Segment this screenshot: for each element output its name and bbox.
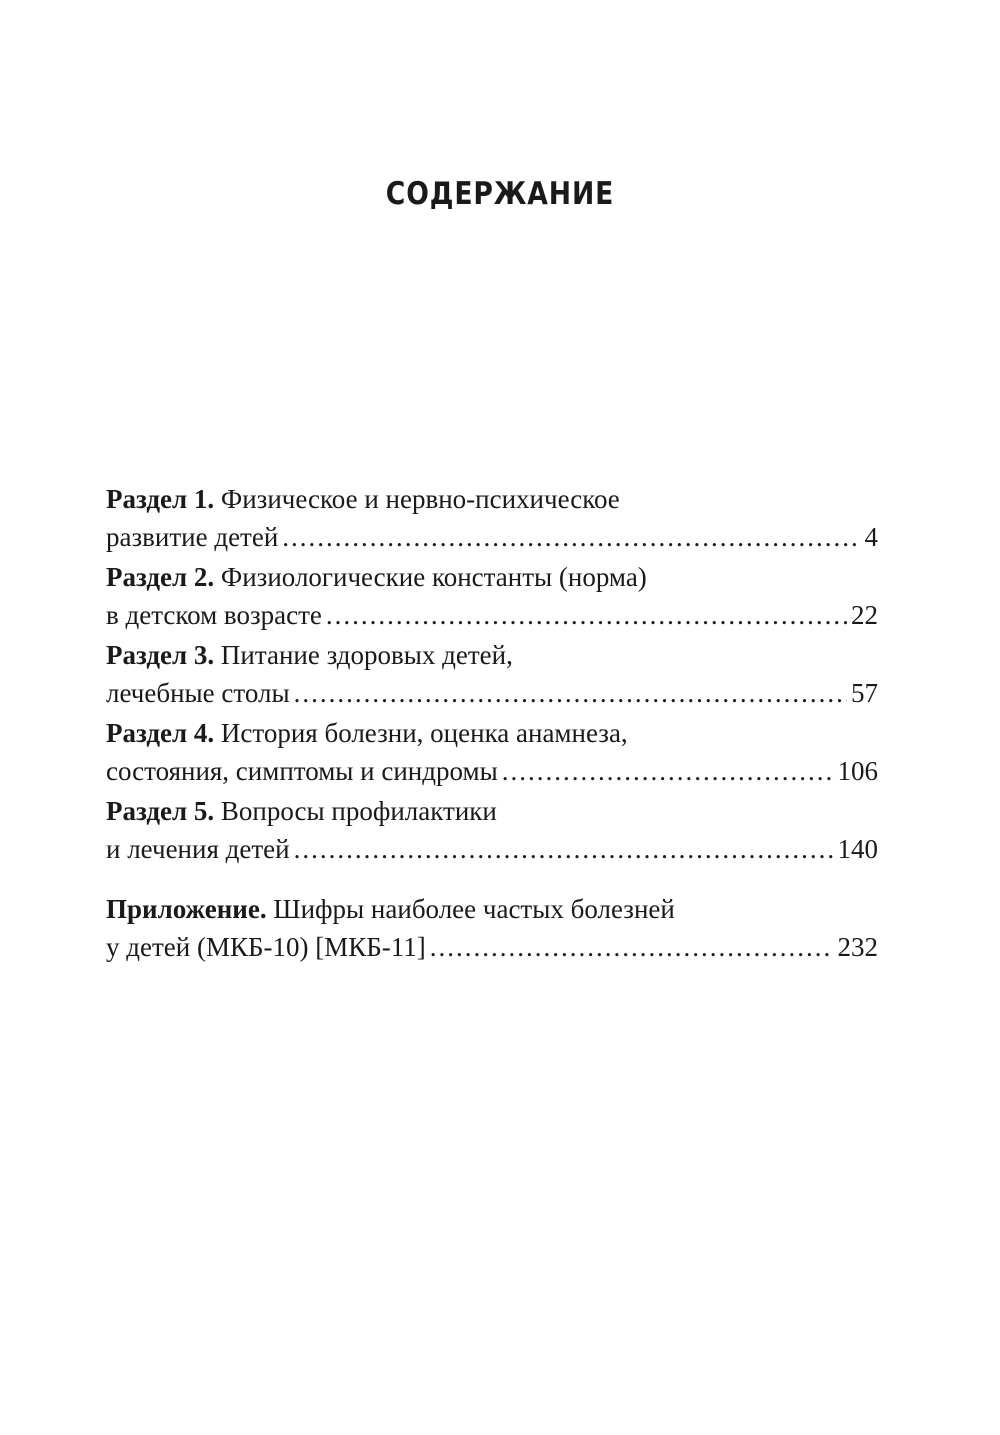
dot-leader [282,518,860,556]
toc-entry-title: Вопросы профилактики [220,796,497,826]
dot-leader [294,830,834,868]
toc-entry-section-2[interactable] [106,558,878,634]
toc-entry-label: Раздел 2. [106,562,215,592]
toc-entry-section-5[interactable] [106,792,878,868]
toc-page-number: 22 [851,600,878,630]
toc-entry-label: Приложение. [106,894,267,924]
toc-entry-title-continued: в детском возрасте [106,600,322,630]
page-title: СОДЕРЖАНИЕ [385,176,615,212]
table-of-contents [106,480,878,966]
toc-entry-section-4[interactable] [106,714,878,790]
toc-page-number: 232 [837,932,878,962]
toc-page-number: 106 [837,756,878,786]
dot-leader [430,928,834,966]
toc-entry-title: Физическое и нервно-психическое [220,484,620,514]
toc-entry-section-3[interactable] [106,636,878,712]
toc-page-number: 4 [864,522,878,552]
dot-leader [294,674,847,712]
toc-entry-title: Физиологические константы (норма) [220,562,647,592]
toc-entry-title-continued: развитие детей [106,522,279,552]
toc-entry-appendix[interactable] [106,890,878,966]
toc-entry-label: Раздел 4. [106,718,215,748]
toc-entry-label: Раздел 3. [106,640,215,670]
toc-entry-title-continued: и лечения детей [106,834,290,864]
toc-entry-label: Раздел 5. [106,796,215,826]
dot-leader [326,596,847,634]
toc-entry-title: История болезни, оценка анамнеза, [220,718,628,748]
toc-entry-title-continued: состояния, симптомы и синдромы [106,756,498,786]
toc-entry-title: Шифры наиболее частых болезней [273,894,675,924]
toc-page-number: 57 [851,678,878,708]
toc-entry-title-continued: лечебные столы [106,678,290,708]
dot-leader [502,752,834,790]
toc-entry-title: Питание здоровых детей, [220,640,513,670]
toc-entry-label: Раздел 1. [106,484,215,514]
toc-entry-title-continued: у детей (МКБ-10) [МКБ-11] [106,932,426,962]
toc-page-number: 140 [837,834,878,864]
toc-entry-section-1[interactable] [106,480,878,556]
